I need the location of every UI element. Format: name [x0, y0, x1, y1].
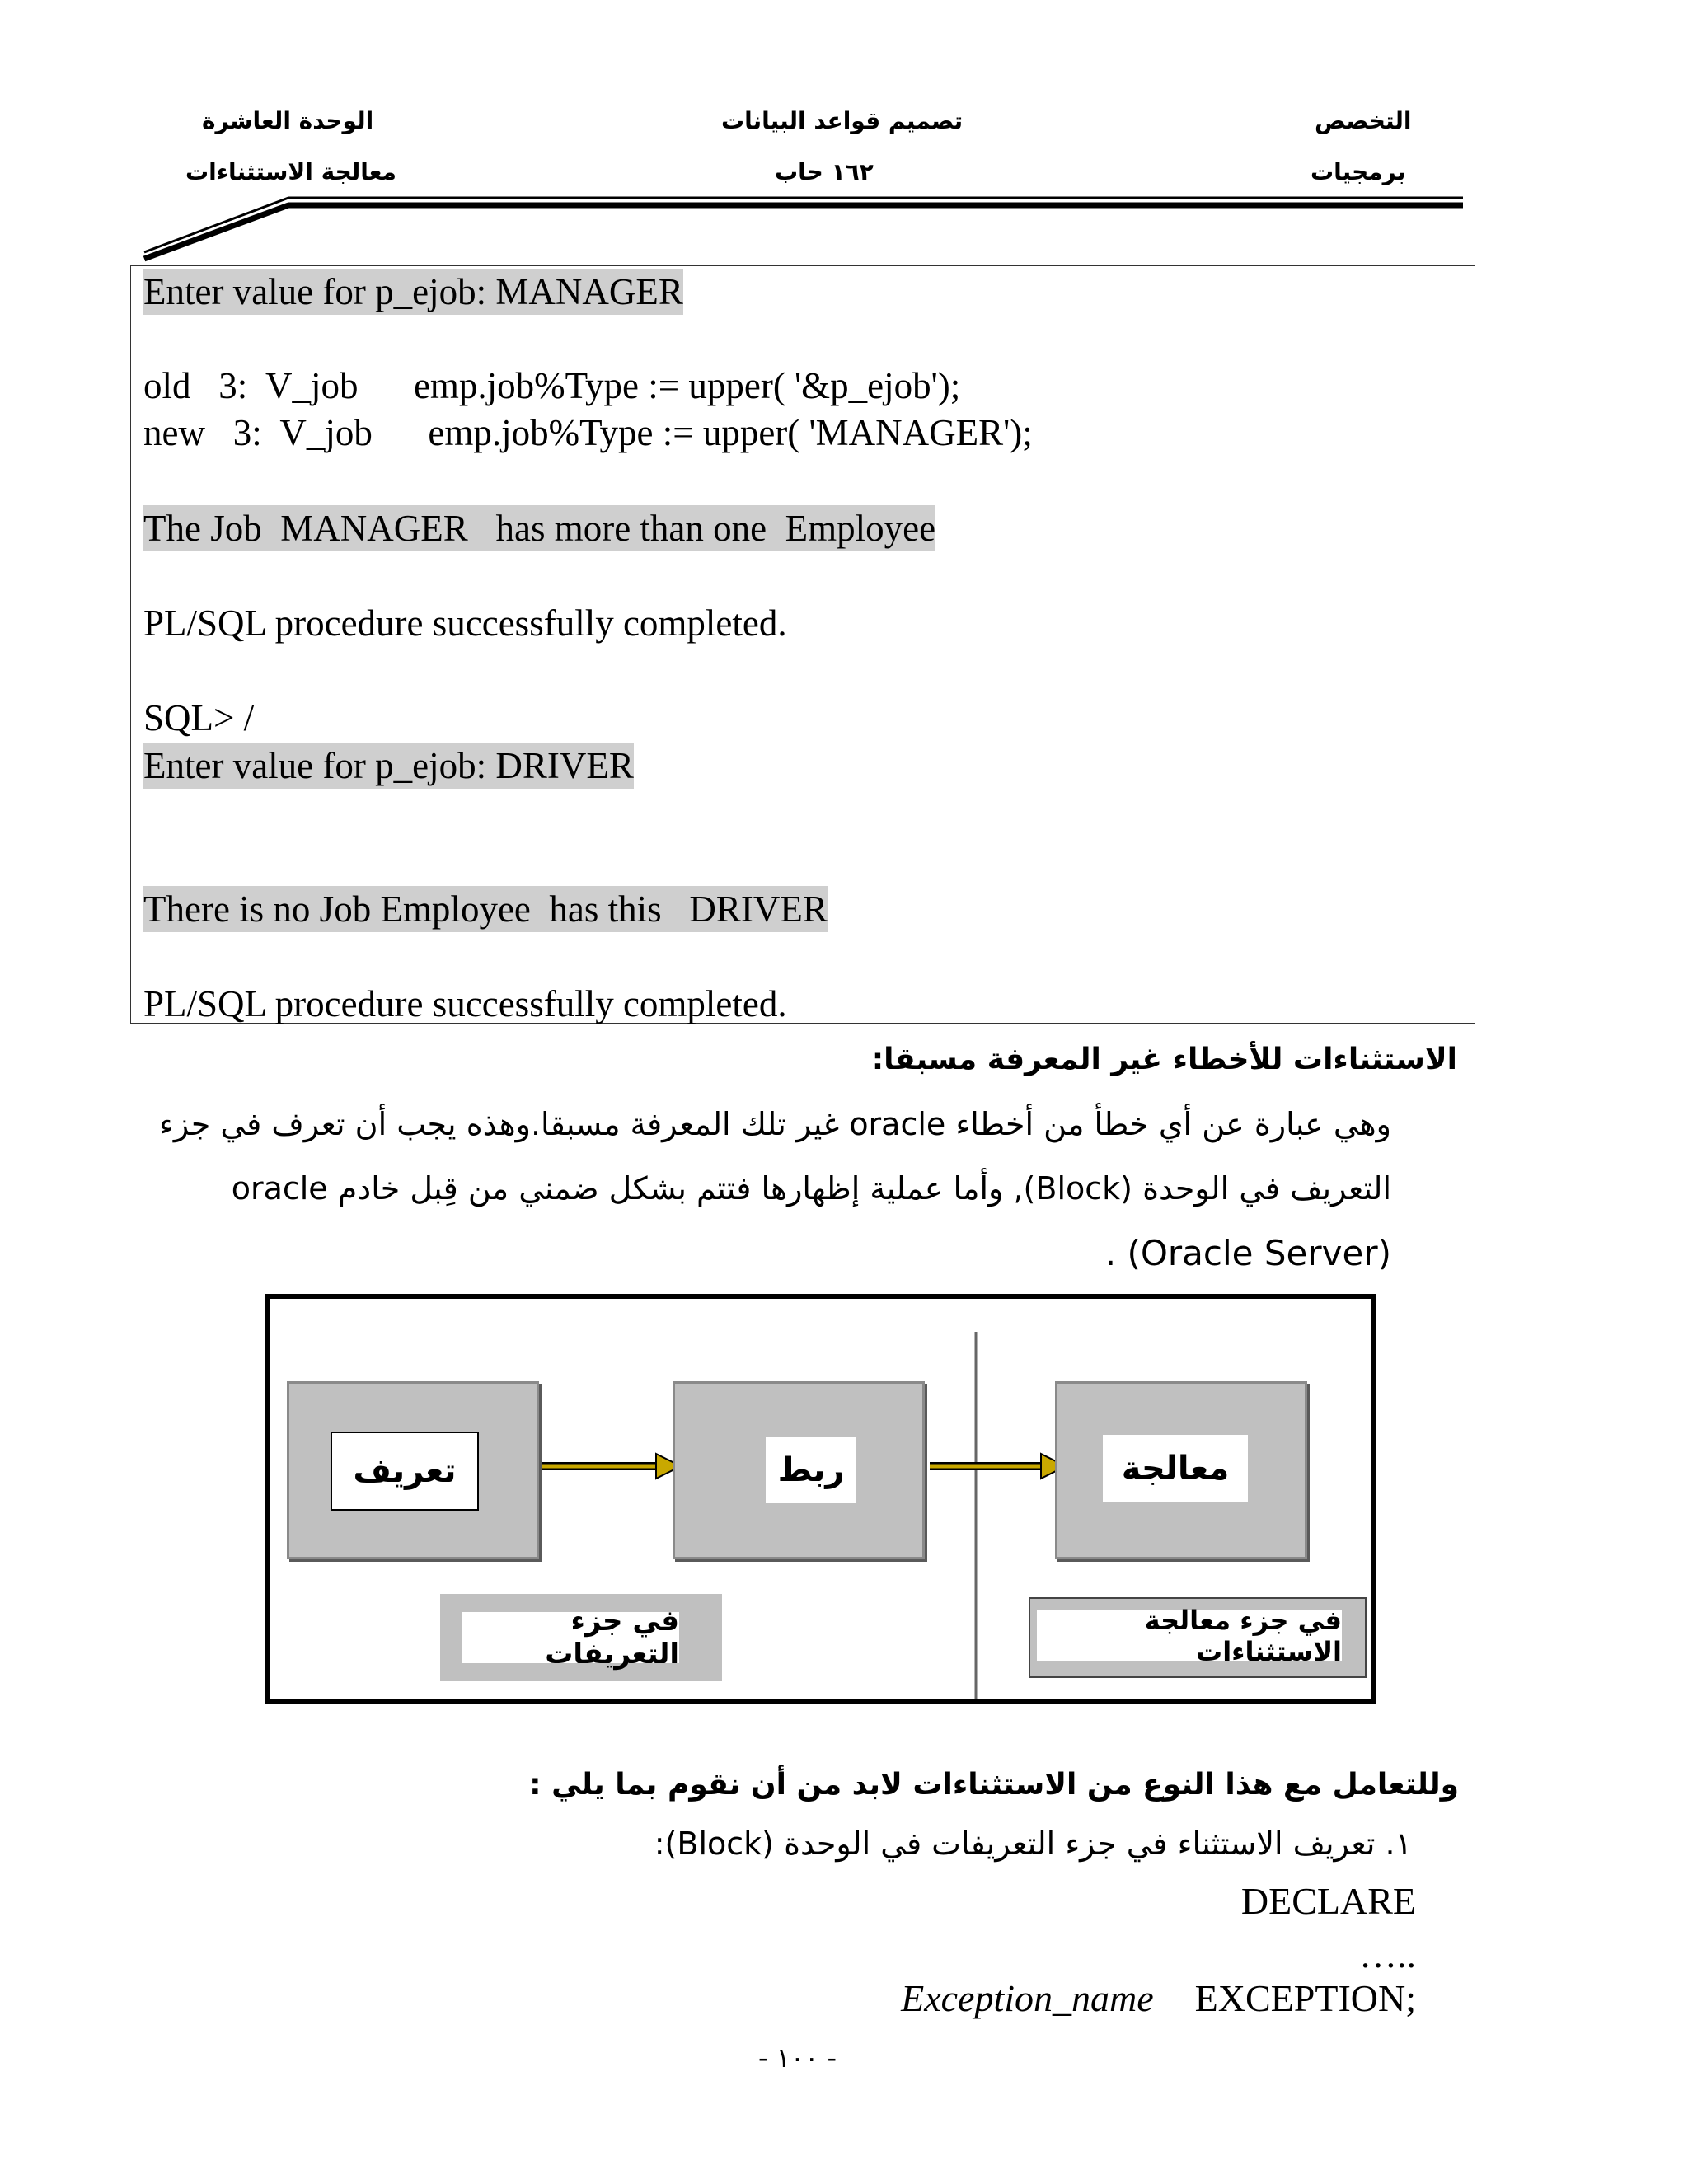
box-handle-label: معالجة	[1103, 1435, 1248, 1502]
code-line-completed-1: PL/SQL procedure successfully completed.	[143, 602, 787, 644]
step-1: ١. تعريف الاستثناء في جزء التعريفات في الوحدة (Block):	[654, 1825, 1412, 1862]
paragraph-line-3: (Oracle Server) .	[1104, 1233, 1391, 1273]
label-declarations: في جزء التعريفات	[462, 1612, 679, 1663]
page-number: - ١٠٠ -	[758, 2042, 837, 2074]
arrow-icon	[930, 1454, 1066, 1479]
box-link-label: ربط	[766, 1437, 856, 1503]
label-declarations-frame	[440, 1594, 722, 1681]
code-line-enter-manager: Enter value for p_ejob: MANAGER	[143, 269, 683, 315]
box-define-label: تعريف	[331, 1432, 479, 1511]
header-specialization-value: برمجيات	[1311, 158, 1406, 185]
code-exception-keyword: EXCEPTION;	[1194, 1977, 1416, 2019]
code-line-manager-result: The Job MANAGER has more than one Employee	[143, 505, 935, 551]
arrow-icon	[542, 1454, 681, 1479]
header-course-code: ١٦٢ حاب	[775, 158, 874, 185]
code-line-sql-prompt: SQL> /	[143, 697, 255, 738]
code-exception-name: Exception_name	[901, 1977, 1154, 2019]
code-dots: …..	[1359, 1933, 1416, 1975]
header-rule	[0, 0, 1688, 272]
box-handle	[1055, 1381, 1307, 1559]
code-declare: DECLARE	[1240, 1880, 1416, 1922]
label-exceptions: في جزء معالجة الاستثناءات	[1037, 1610, 1342, 1661]
code-line-completed-2: PL/SQL procedure successfully completed.	[143, 983, 787, 1024]
section-heading: الاستثناءات للأخطاء غير المعرفة مسبقا:	[871, 1043, 1457, 1076]
paragraph-line-2: التعريف في الوحدة (Block), وأما عملية إظهارها فتتم بشكل ضمني من قِبل خادم oracle	[231, 1170, 1391, 1207]
code-line-enter-driver: Enter value for p_ejob: DRIVER	[143, 743, 634, 789]
code-exception-line	[901, 1976, 1416, 2020]
code-line-new: new 3: V_job emp.job%Type := upper( 'MANAGER');	[143, 412, 1033, 453]
code-line-driver-result: There is no Job Employee has this DRIVER	[143, 886, 828, 932]
header-unit-title: معالجة الاستثناءات	[185, 158, 396, 185]
header-unit: الوحدة العاشرة	[202, 107, 374, 134]
diagram	[265, 1294, 1376, 1704]
steps-heading: وللتعامل مع هذا النوع من الاستثناءات لابد من أن نقوم بما يلي :	[529, 1768, 1459, 1802]
label-exceptions-frame	[1029, 1597, 1367, 1678]
code-line-old: old 3: V_job emp.job%Type := upper( '&p_ejob');	[143, 365, 961, 406]
box-link	[673, 1381, 925, 1559]
header-course: تصميم قواعد البيانات	[721, 107, 964, 134]
header-specialization: التخصص	[1315, 107, 1412, 134]
paragraph-line-1: وهي عبارة عن أي خطأ من أخطاء oracle غير تلك المعرفة مسبقا.وهذه يجب أن تعرف في جزء	[159, 1106, 1391, 1142]
box-define	[287, 1381, 539, 1559]
